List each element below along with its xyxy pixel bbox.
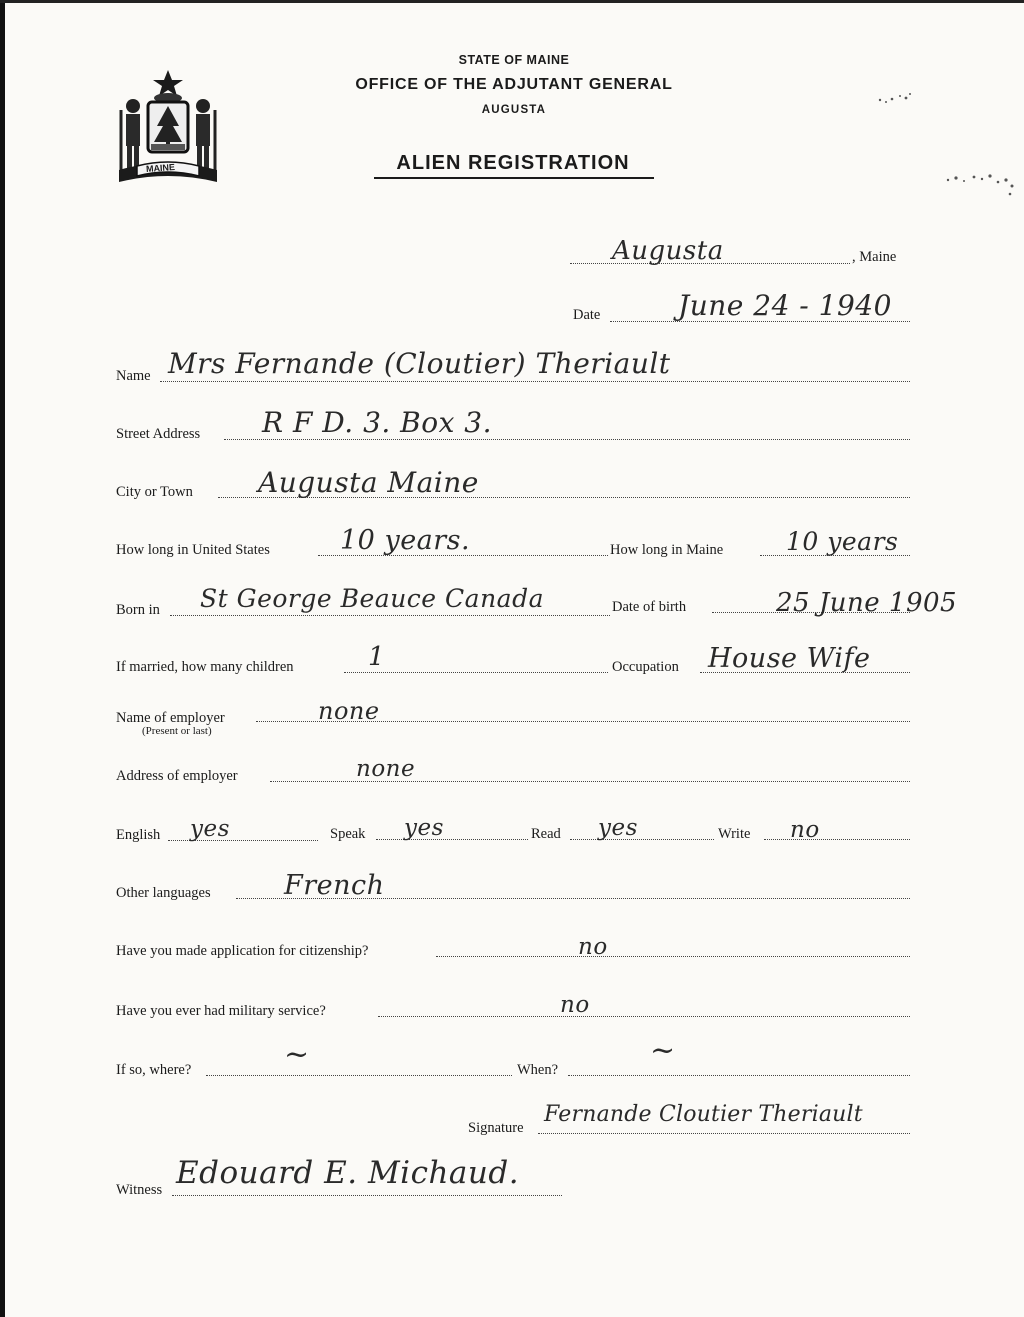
state-heading: STATE OF MAINE xyxy=(458,53,570,67)
employer-name-value: none xyxy=(318,697,380,725)
signature-value: Fernande Cloutier Theriault xyxy=(544,1102,863,1127)
city-or-town-value: Augusta Maine xyxy=(258,466,479,499)
military-value: no xyxy=(560,992,590,1018)
scan-edge-top xyxy=(0,0,1024,3)
when-value: ~ xyxy=(650,1033,676,1068)
street-address-line xyxy=(224,439,910,440)
witness-label: Witness xyxy=(116,1182,163,1198)
write-value: no xyxy=(790,817,820,843)
read-line xyxy=(570,839,714,840)
other-languages-label: Other languages xyxy=(116,885,211,901)
scan-edge xyxy=(0,0,5,1317)
name-label: Name xyxy=(116,368,151,384)
date-label: Date xyxy=(573,307,601,323)
born-in-label: Born in xyxy=(116,602,160,618)
where-line xyxy=(206,1075,512,1076)
speak-value: yes xyxy=(404,815,444,841)
where-label: If so, where? xyxy=(116,1062,192,1078)
witness-value: Edouard E. Michaud. xyxy=(176,1155,520,1191)
city-heading: AUGUSTA xyxy=(481,104,547,116)
date-of-birth-value: 25 June 1905 xyxy=(776,588,958,618)
employer-name-label: Name of employer xyxy=(116,710,225,726)
how-long-maine-label: How long in Maine xyxy=(610,542,724,558)
signature-line xyxy=(538,1133,910,1134)
speak-line xyxy=(376,839,528,840)
employer-address-value: none xyxy=(356,756,416,782)
occupation-value: House Wife xyxy=(708,643,871,674)
where-value: ~ xyxy=(284,1037,310,1072)
witness-line xyxy=(172,1195,562,1196)
street-address-label: Street Address xyxy=(116,426,201,442)
date-of-birth-label: Date of birth xyxy=(612,599,687,615)
read-label: Read xyxy=(531,826,561,842)
citizenship-line xyxy=(436,956,910,957)
english-label: English xyxy=(116,827,161,843)
other-languages-value: French xyxy=(284,870,385,901)
military-line xyxy=(378,1016,910,1017)
write-label: Write xyxy=(718,826,751,842)
date-value: June 24 - 1940 xyxy=(678,289,892,322)
born-in-value: St George Beauce Canada xyxy=(200,584,544,613)
city-or-town-label: City or Town xyxy=(116,484,193,500)
citizenship-label: Have you made application for citizenship? xyxy=(116,943,369,959)
place-suffix: , Maine xyxy=(852,249,897,265)
name-value: Mrs Fernande (Cloutier) Theriault xyxy=(168,347,671,380)
children-label: If married, how many children xyxy=(116,659,294,675)
read-value: yes xyxy=(598,815,638,841)
how-long-maine-value: 10 years xyxy=(786,527,899,556)
street-address-value: R F D. 3. Box 3. xyxy=(262,406,493,439)
title-underline xyxy=(374,177,654,179)
office-heading: OFFICE OF THE ADJUTANT GENERAL xyxy=(355,76,673,93)
military-label: Have you ever had military service? xyxy=(116,1003,326,1019)
form-title: ALIEN REGISTRATION xyxy=(396,152,630,174)
how-long-us-value: 10 years. xyxy=(340,525,471,556)
write-line xyxy=(764,839,910,840)
children-value: 1 xyxy=(368,642,386,672)
english-value: yes xyxy=(190,816,230,842)
scan-specks xyxy=(870,88,1020,208)
when-label: When? xyxy=(517,1062,559,1078)
born-in-line xyxy=(170,615,610,616)
citizenship-value: no xyxy=(578,934,608,960)
employer-name-sublabel: (Present or last) xyxy=(142,725,212,737)
how-long-us-label: How long in United States xyxy=(116,542,270,558)
signature-label: Signature xyxy=(468,1120,524,1136)
name-line xyxy=(160,381,910,382)
employer-address-label: Address of employer xyxy=(116,768,238,784)
when-line xyxy=(568,1075,910,1076)
place-value: Augusta xyxy=(612,236,724,266)
seal-banner-text: MAINE xyxy=(145,162,176,175)
occupation-label: Occupation xyxy=(612,659,679,675)
speak-label: Speak xyxy=(330,826,366,842)
children-line xyxy=(344,672,608,673)
